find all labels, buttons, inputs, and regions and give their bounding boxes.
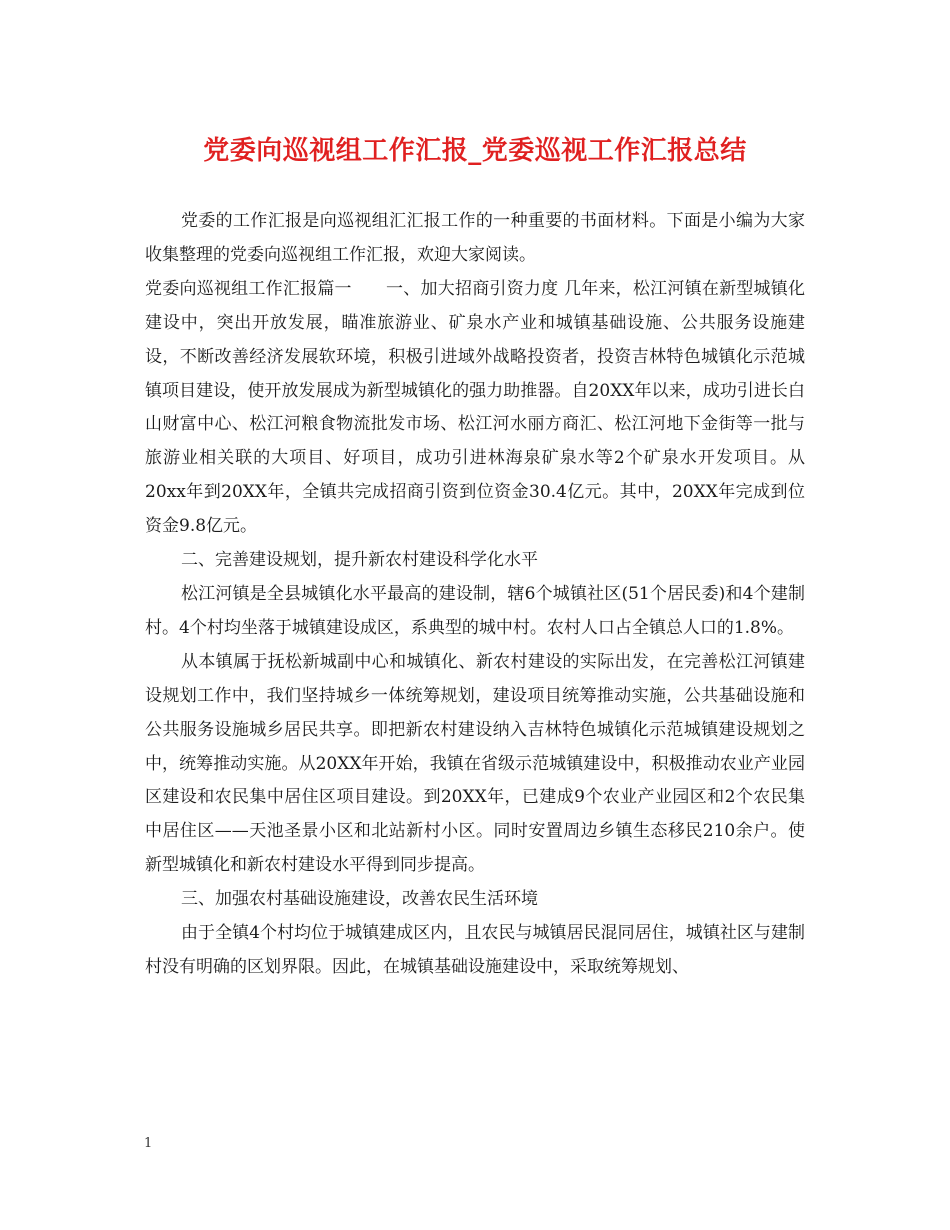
intro-paragraph: 党委的工作汇报是向巡视组汇汇报工作的一种重要的书面材料。下面是小编为大家收集整理的党委向巡视组工作汇报，欢迎大家阅读。 [145,211,805,265]
section-one-text: 城镇化建设中，突出开放发展，瞄准旅游业、矿泉水产业和城镇基础设施、公共服务设施建设，不断改善经济发展软环境，积极引进域外战略投资者，投资吉林特色城镇化示范城镇项目建设，使开放发展成为新型城镇化的强力助推器。自20XX年以来，成功引进长白山财富中心、松江河粮食物流批发市场、松江河水丽方商汇、松江河地下金街等一批与旅游业相关联的大项目、好项目，成功引进林海泉矿泉水等2个矿泉水开发项目。从20xx年到20XX年，全镇共完成招商引资到位资金30.4亿元。其中，20XX年完成到位资金9.8亿元。 [145,278,806,537]
document-title: 党委向巡视组工作汇报_党委巡视工作汇报总结 [203,136,747,166]
section-one-label: 党委向巡视组工作汇报篇一 [145,278,352,299]
section-two-heading: 二、完善建设规划，提升新农村建设科学化水平 [181,550,538,571]
section-one-paragraph [145,273,805,544]
section-three-heading: 三、加强农村基础设施建设，改善农民生活环境 [181,889,538,910]
document-body [145,205,805,985]
page-number: 1 [144,1136,153,1151]
section-two-paragraph-2: 从本镇属于抚松新城副中心和城镇化、新农村建设的实际出发，在完善松江河镇建设规划工作中，我们坚持城乡一体统筹规划，建设项目统筹推动实施，公共基础设施和公共服务设施城乡居民共享。即把新农村建设纳入吉林特色城镇化示范城镇建设规划之中，统筹推动实施。从20XX年开始，我镇在省级示范城镇建设中，积极推动农业产业园区建设和农民集中居住区项目建设。到20XX年，已建成9个农业产业园区和2个农民集中居住区——天池圣景小区和北站新村小区。同时安置周边乡镇生态移民210余户。使新型城镇化和新农村建设水平得到同步提高。 [145,651,805,876]
section-three-paragraph: 由于全镇4个村均位于城镇建成区内，且农民与城镇居民混同居住，城镇社区与建制村没有明确的区划界限。因此，在城镇基础设施建设中，采取统筹规划、 [145,923,805,977]
section-two-paragraph-1: 松江河镇是全县城镇化水平最高的建设制，辖6个城镇社区(51个居民委)和4个建制村。4个村均坐落于城镇建设成区，系典型的城中村。农村人口占全镇总人口的1.8%。 [145,583,805,638]
section-one-heading: 一、加大招商引资力度 几年来，松江河镇在新型 [385,278,754,299]
